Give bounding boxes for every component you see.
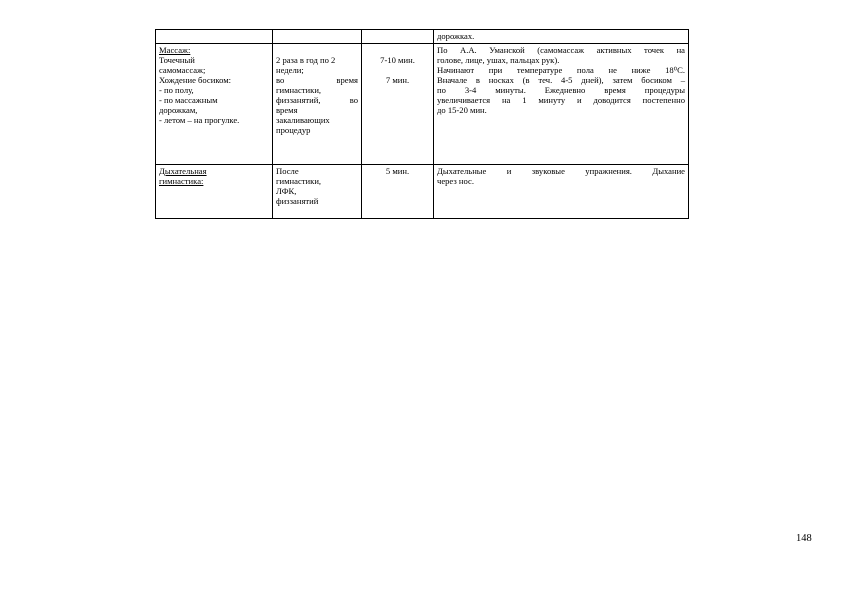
- cell-line: самомассаж;: [159, 65, 206, 75]
- cell-line: дорожкам,: [159, 105, 198, 115]
- table-row: [156, 30, 689, 44]
- cell-line: процедур: [276, 125, 311, 135]
- cell-line: увеличивается на 1 минуту и доводится постепенно: [437, 95, 685, 105]
- cell-line: 7-10 мин.: [380, 55, 415, 65]
- cell-line: Хождение босиком:: [159, 75, 232, 85]
- table-cell-duration: [362, 44, 434, 165]
- cell-line: - по массажным: [159, 95, 218, 105]
- table-cell-timing: [273, 165, 362, 219]
- cell-text: дорожках.: [437, 31, 475, 41]
- cell-line: физзанятий, во: [276, 95, 358, 105]
- cell-line: недели;: [276, 65, 304, 75]
- cell-line: - по полу,: [159, 85, 194, 95]
- table-cell: [434, 30, 689, 44]
- cell-line: голове, лице, ушах, пальцах рук).: [437, 55, 560, 65]
- cell-line: После: [276, 166, 299, 176]
- cell-line: гимнастики,: [276, 85, 322, 95]
- table-cell-procedure: [156, 165, 273, 219]
- cell-line: гимнастика:: [159, 176, 204, 186]
- table-row: [156, 44, 689, 165]
- table-cell-procedure: [156, 44, 273, 165]
- table-cell: [273, 30, 362, 44]
- cell-line: Дыхательная: [159, 166, 207, 176]
- cell-line: Точечный: [159, 55, 195, 65]
- document-table: [155, 29, 689, 219]
- cell-line: Начинают при температуре пола не ниже 18⁰С.: [437, 65, 685, 75]
- table-cell: [156, 30, 273, 44]
- cell-line: По А.А. Уманской (самомассаж активных точек на: [437, 45, 685, 55]
- cell-line: через нос.: [437, 176, 474, 186]
- cell-line: ЛФК,: [276, 186, 297, 196]
- page-number: 148: [796, 533, 812, 544]
- table-cell-timing: [273, 44, 362, 165]
- table-row: [156, 165, 689, 219]
- cell-line: Вначале в носках (в теч. 4-5 дней), затем босиком –: [437, 75, 685, 85]
- cell-line: 5 мин.: [385, 166, 410, 176]
- cell-line: физзанятий: [276, 196, 319, 206]
- cell-line: гимнастики,: [276, 176, 322, 186]
- table-cell-method: [434, 165, 689, 219]
- cell-line: по 3-4 минуты. Ежедневно время процедуры: [437, 85, 685, 95]
- cell-line: время: [276, 105, 298, 115]
- table-cell-duration: [362, 165, 434, 219]
- cell-line: - летом – на прогулке.: [159, 115, 240, 125]
- cell-line: до 15-20 мин.: [437, 105, 487, 115]
- cell-line: во время: [276, 75, 358, 85]
- cell-line: 2 раза в год по 2: [276, 55, 336, 65]
- table-cell: [362, 30, 434, 44]
- procedure-heading: Массаж:: [159, 45, 191, 55]
- cell-line: Дыхательные и звуковые упражнения. Дыхание: [437, 166, 685, 176]
- cell-line: 7 мин.: [385, 75, 410, 85]
- cell-line: закаливающих: [276, 115, 330, 125]
- table-cell-method: [434, 44, 689, 165]
